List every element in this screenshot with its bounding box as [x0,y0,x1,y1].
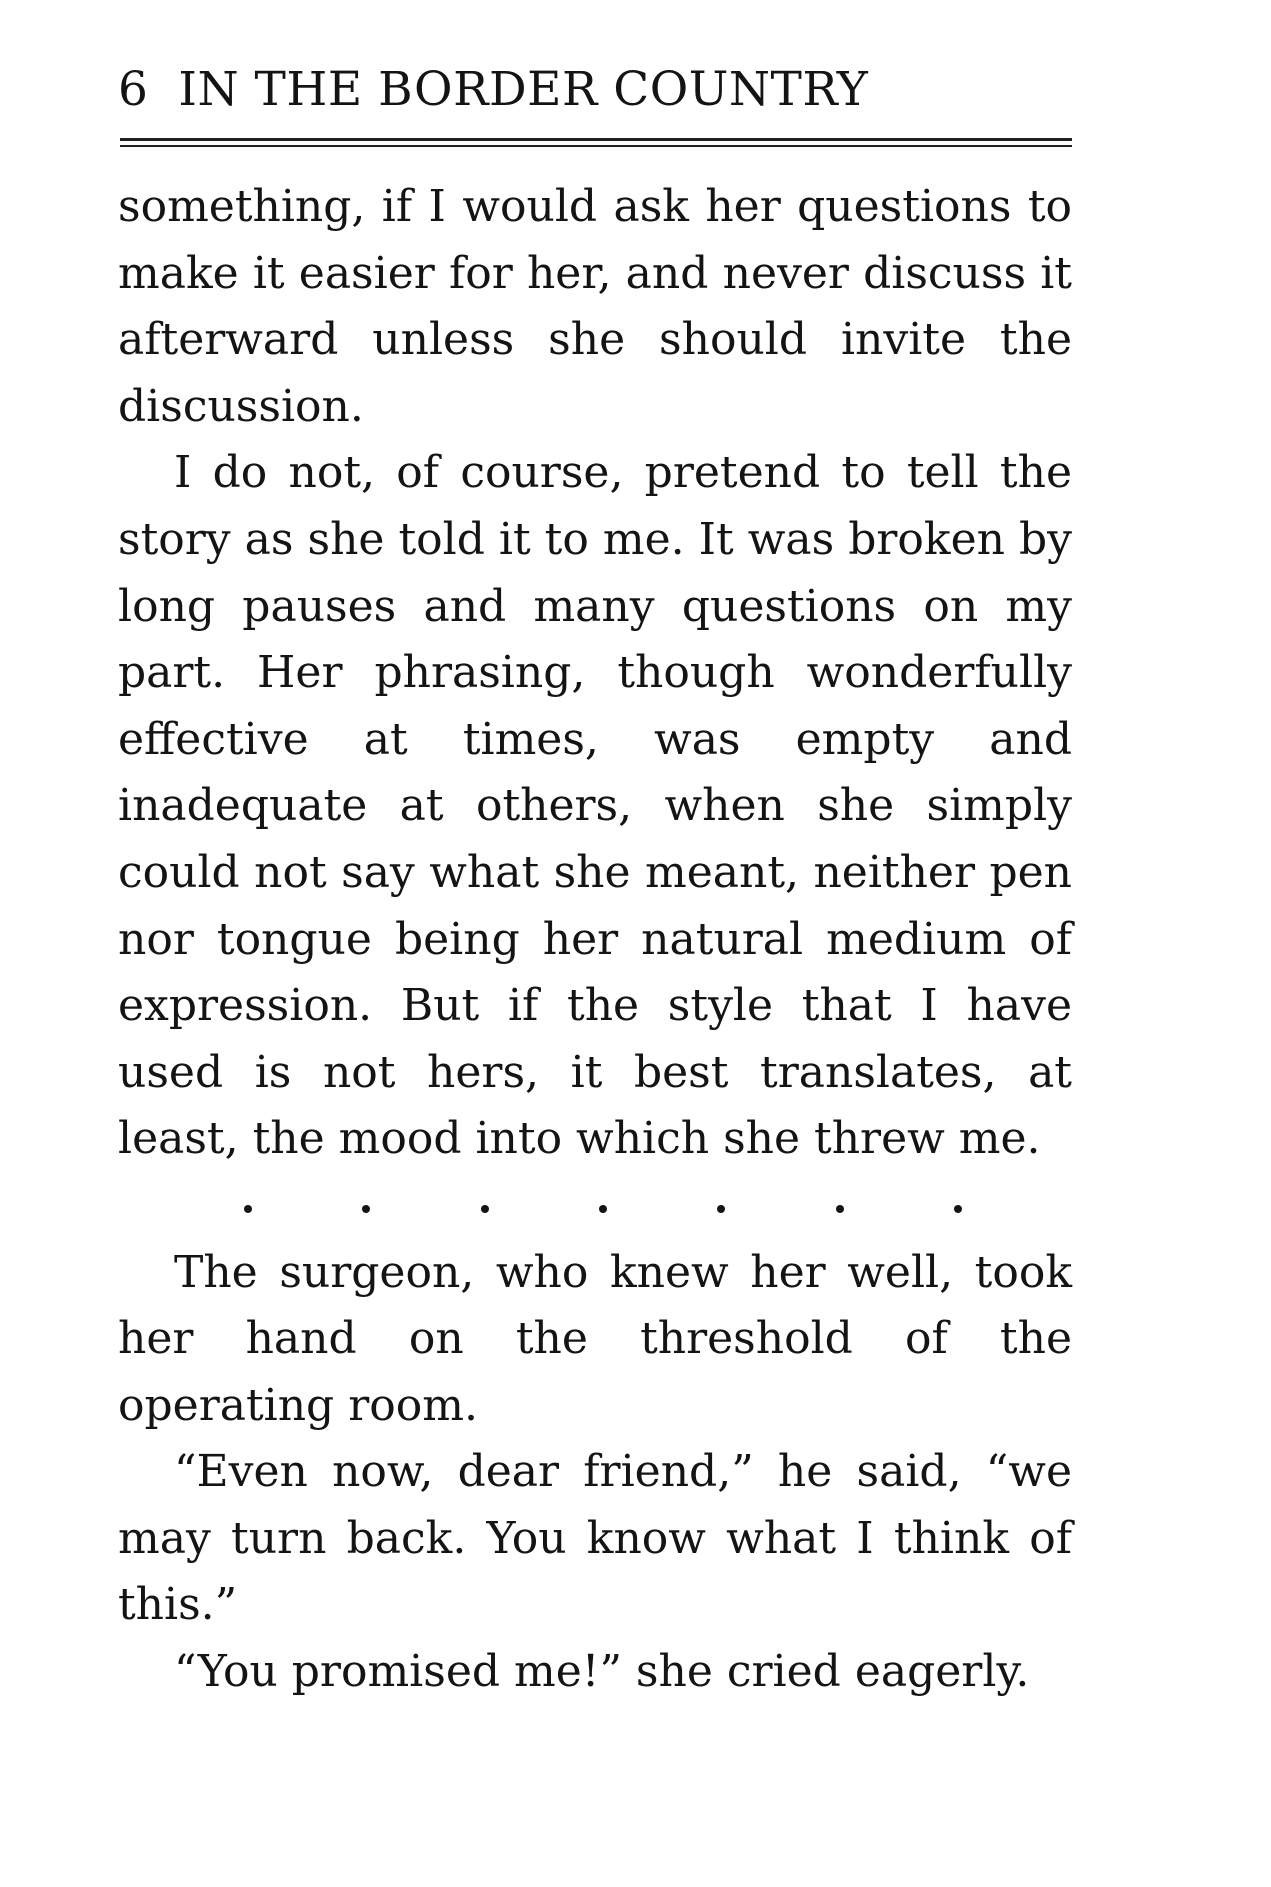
header-rule-top [120,138,1072,141]
dot [717,1205,725,1213]
dot [362,1205,370,1213]
page-number: 6 [118,62,149,117]
paragraph: I do not, of course, pretend to tell the story as she told it to me. It was broken by long pauses and many questions on my part. Her phrasing, though wonderfully effective at times, was empty and inadequate at others, when she simply could not say what she meant, neither pen nor tongue being her natural medium of expression. But if the style that I have used is not hers, it best translates, at least, the mood into which she threw me. [118,447,1072,1165]
paragraph: “Even now, dear friend,” he said, “we may turn back. You know what I think of this.” [118,1446,1072,1631]
dot [599,1205,607,1213]
dot [244,1205,252,1213]
paragraph: “You promised me!” she cried eagerly. [174,1646,1030,1698]
header-rule-bottom [120,145,1072,147]
dot [836,1205,844,1213]
page-header [118,62,1072,118]
paragraph-continuation: something, if I would ask her questions to make it easier for her, and never discuss it afterward unless she should invite the discussion. [118,181,1072,432]
dot [481,1205,489,1213]
section-break-dots [118,1173,1072,1240]
running-title: IN THE BORDER COUNTRY [178,62,869,117]
dot [954,1205,962,1213]
body-text [118,174,1072,1706]
paragraph: The surgeon, who knew her well, took her hand on the threshold of the operating room. [118,1246,1072,1431]
